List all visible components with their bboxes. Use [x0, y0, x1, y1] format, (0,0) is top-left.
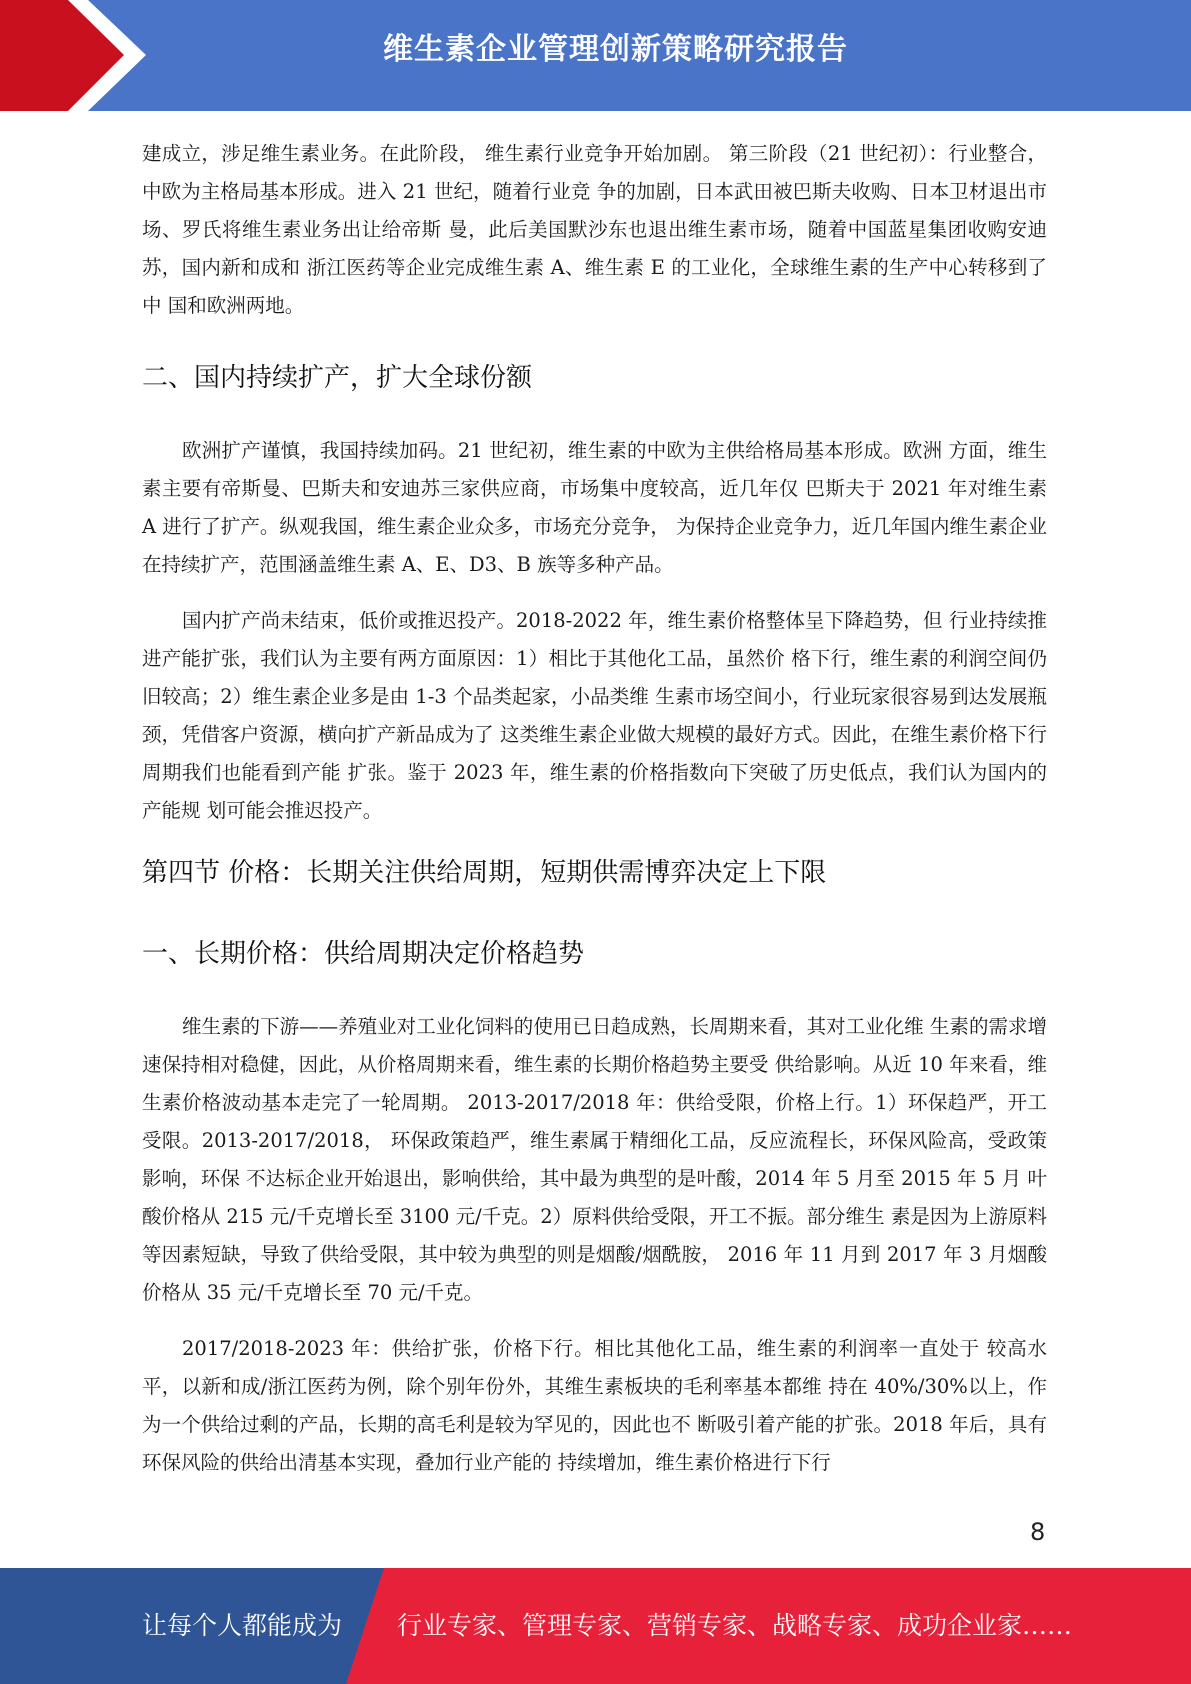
paragraph-domestic-capacity: 国内扩产尚未结束，低价或推迟投产。2018-2022 年，维生素价格整体呈下降趋势，但 行业持续推进产能扩张，我们认为主要有两方面原因：1）相比于其他化工品，虽然价 格下行，维生素的利润空间仍旧较高；2）维生素企业多是由 1-3 个品类起家，小品类维 生素市场空间小，行业玩家很容易到达发展瓶颈，凭借客户资源，横向扩产新品成为了 这类维生素企业做大规模的最好方式。因此，在维生素价格下行周期我们也能看到产能 扩张。鉴于 2023 年，维生素的价格指数向下突破了历史低点，我们认为国内的产能规 划可能会推迟投产。: [142, 609, 1047, 822]
footer-band: [0, 1568, 1191, 1684]
paragraph-stage-three: 建成立，涉足维生素业务。在此阶段， 维生素行业竞争开始加剧。 第三阶段（21 世纪初）：行业整合，中欧为主格局基本形成。进入 21 世纪，随着行业竞 争的加剧，日本武田被巴斯夫收购、日本卫材退出市场、罗氏将维生素业务出让给帝斯 曼，此后美国默沙东也退出维生素市场，随着中国蓝星集团收购安迪苏，国内新和成和 浙江医药等企业完成维生素 A、维生素 E 的工业化，全球维生素的生产中心转移到了中 国和欧洲两地。: [142, 142, 1047, 317]
section-heading-domestic-expansion: 二、国内持续扩产，扩大全球份额: [142, 363, 533, 393]
section-heading-long-term-price: 一、长期价格：供给周期决定价格趋势: [142, 939, 585, 969]
paragraph-europe-china: 欧洲扩产谨慎，我国持续加码。21 世纪初，维生素的中欧为主供给格局基本形成。欧洲 方面，维生素主要有帝斯曼、巴斯夫和安迪苏三家供应商，市场集中度较高，近几年仅 巴斯夫于 2021 年对维生素 A 进行了扩产。纵观我国，维生素企业众多，市场充分竞争， 为保持企业竞争力，近几年国内维生素企业在持续扩产，范围涵盖维生素 A、E、D3、B 族等多种产品。: [142, 439, 1047, 576]
header-band: [0, 0, 1191, 111]
paragraph-supply-cycle: 维生素的下游——养殖业对工业化饲料的使用已日趋成熟，长周期来看，其对工业化维 生素的需求增速保持相对稳健，因此，从价格周期来看，维生素的长期价格趋势主要受 供给影响。从近 10 年来看，维生素价格波动基本走完了一轮周期。 2013-2017/2018 年：供给受限，价格上行。1）环保趋严，开工受限。2013-2017/2018， 环保政策趋严，维生素属于精细化工品，反应流程长，环保风险高，受政策影响，环保 不达标企业开始退出，影响供给，其中最为典型的是叶酸，2014 年 5 月至 2015 年 5 月 叶酸价格从 215 元/千克增长至 3100 元/千克。2）原料供给受限，开工不振。部分维生 素是因为上游原料等因素短缺，导致了供给受限，其中较为典型的则是烟酸/烟酰胺， 2016 年 11 月到 2017 年 3 月烟酸价格从 35 元/千克增长至 70 元/千克。: [142, 1015, 1047, 1304]
report-title: 维生素企业管理创新策略研究报告: [383, 32, 848, 67]
section-heading-price: 第四节 价格：长期关注供给周期，短期供需博弈决定上下限: [142, 858, 827, 888]
footer-slogan-left: 让每个人都能成为: [142, 1611, 343, 1640]
footer-slogan-right: 行业专家、管理专家、营销专家、战略专家、成功企业家……: [397, 1611, 1073, 1640]
paragraph-supply-expansion: 2017/2018-2023 年：供给扩张，价格下行。相比其他化工品，维生素的利润率一直处于 较高水平，以新和成/浙江医药为例，除个别年份外，其维生素板块的毛利率基本都维 持在 40%/30%以上，作为一个供给过剩的产品，长期的高毛利是较为罕见的，因此也不 断吸引着产能的扩张。2018 年后，具有环保风险的供给出清基本实现，叠加行业产能的 持续增加，维生素价格进行下行: [142, 1337, 1047, 1474]
page-content: [142, 135, 1047, 1482]
page-number: 8: [1030, 1518, 1046, 1546]
